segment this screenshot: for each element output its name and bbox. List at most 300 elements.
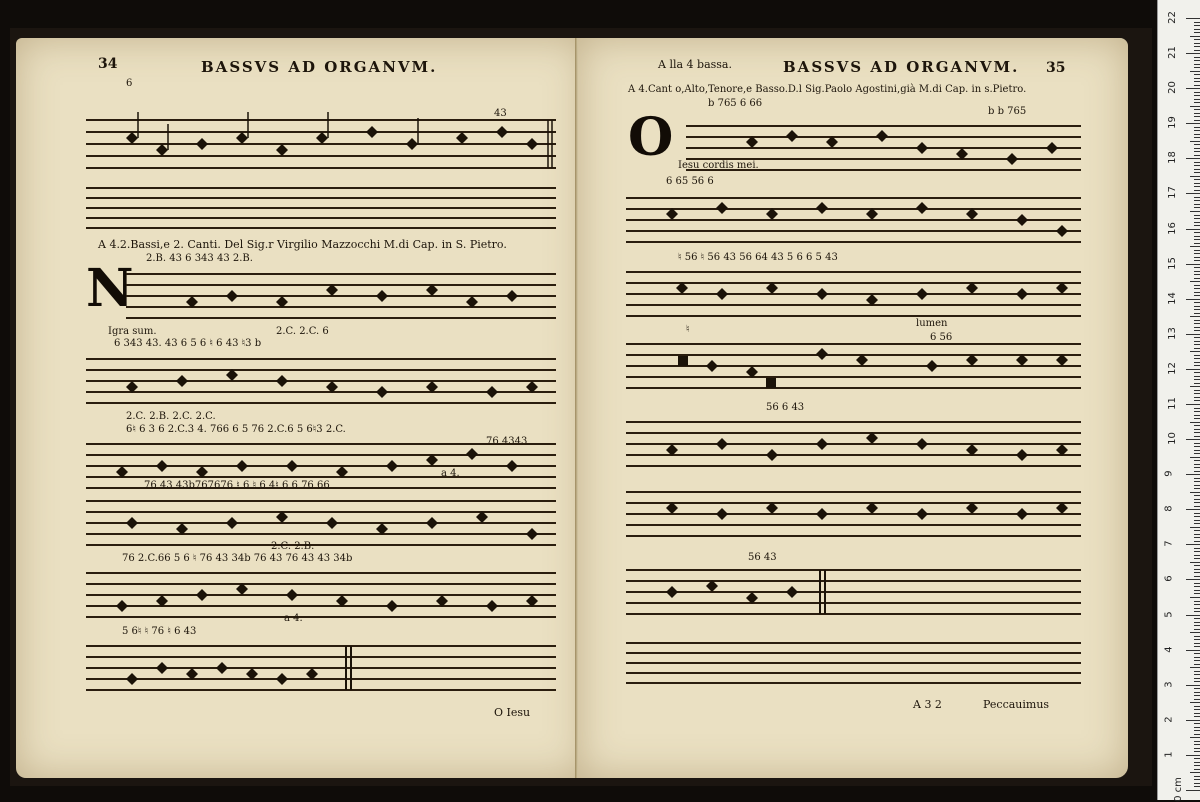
ruler-minor-tick: [1194, 309, 1200, 310]
ruler-minor-tick: [1194, 243, 1200, 244]
music-staff: [126, 266, 556, 326]
ruler-tick: [1186, 158, 1200, 159]
ruler-minor-tick: [1194, 95, 1200, 96]
ruler-minor-tick: [1194, 22, 1200, 23]
ruler-minor-tick: [1194, 327, 1200, 328]
ruler-tick: [1186, 123, 1200, 124]
ruler-label: 19: [1166, 116, 1178, 130]
ruler-minor-tick: [1194, 306, 1200, 307]
ruler-minor-tick: [1194, 32, 1200, 33]
staff-lines-svg: [626, 190, 1081, 250]
ruler-minor-tick: [1194, 418, 1200, 419]
measuring-ruler: [1157, 0, 1200, 800]
ruler-minor-tick: [1194, 622, 1200, 623]
ruler-minor-tick: [1194, 744, 1200, 745]
music-staff: [86, 351, 556, 411]
ruler-minor-tick: [1194, 730, 1200, 731]
empty-staff: [86, 183, 556, 233]
ruler-label: 21: [1166, 46, 1178, 59]
catchword-prefix-right: A 3 2: [913, 698, 942, 711]
ruler-tick: [1186, 755, 1200, 756]
ruler-minor-tick: [1194, 302, 1200, 303]
ruler-minor-tick: [1190, 702, 1200, 703]
ruler-tick: [1186, 299, 1200, 300]
ruler-label: 10: [1166, 432, 1178, 445]
staff-lines-svg: [86, 565, 556, 625]
figure-line: 6 343 43. 43 6 5 6 ♮ 6 43 ♮3 b: [114, 338, 262, 349]
ruler-minor-tick: [1190, 211, 1200, 212]
ruler-minor-tick: [1194, 569, 1200, 570]
music-staff: [86, 638, 556, 698]
ruler-minor-tick: [1194, 523, 1200, 524]
ruler-minor-tick: [1194, 288, 1200, 289]
ruler-minor-tick: [1194, 551, 1200, 552]
ruler-minor-tick: [1194, 239, 1200, 240]
ruler-minor-tick: [1194, 646, 1200, 647]
ruler-minor-tick: [1194, 257, 1200, 258]
staff-lines-svg: [626, 638, 1081, 688]
ruler-minor-tick: [1190, 316, 1200, 317]
ruler-minor-tick: [1194, 113, 1200, 114]
music-staff: [626, 336, 1081, 396]
ruler-minor-tick: [1194, 197, 1200, 198]
ruler-minor-tick: [1194, 432, 1200, 433]
ruler-minor-tick: [1194, 390, 1200, 391]
ruler-label: 6: [1163, 575, 1175, 583]
ruler-minor-tick: [1194, 295, 1200, 296]
ruler-minor-tick: [1194, 671, 1200, 672]
ruler-minor-tick: [1190, 281, 1200, 282]
ruler-minor-tick: [1194, 222, 1200, 223]
ruler-minor-tick: [1194, 611, 1200, 612]
ruler-minor-tick: [1194, 330, 1200, 331]
ruler-minor-tick: [1194, 443, 1200, 444]
ruler-minor-tick: [1194, 393, 1200, 394]
ruler-minor-tick: [1194, 292, 1200, 293]
ruler-minor-tick: [1194, 723, 1200, 724]
ruler-tick: [1186, 439, 1200, 440]
ruler-minor-tick: [1190, 106, 1200, 107]
ruler-minor-tick: [1190, 386, 1200, 387]
ruler-label: 20: [1166, 81, 1178, 95]
ruler-minor-tick: [1194, 190, 1200, 191]
music-staff: [626, 264, 1081, 324]
ruler-minor-tick: [1194, 74, 1200, 75]
music-staff: [626, 414, 1081, 474]
ruler-minor-tick: [1194, 481, 1200, 482]
ruler-minor-tick: [1190, 176, 1200, 177]
ruler-minor-tick: [1194, 116, 1200, 117]
left-page: [16, 38, 586, 778]
ruler-minor-tick: [1194, 78, 1200, 79]
staff-lines-svg: [626, 414, 1081, 474]
music-staff: [86, 493, 556, 553]
ruler-minor-tick: [1194, 200, 1200, 201]
ruler-minor-tick: [1194, 471, 1200, 472]
ruler-minor-tick: [1194, 478, 1200, 479]
ruler-minor-tick: [1194, 379, 1200, 380]
ruler-minor-tick: [1194, 783, 1200, 784]
ruler-minor-tick: [1194, 758, 1200, 759]
ruler-tick: [1186, 720, 1200, 721]
ruler-tick: [1186, 264, 1200, 265]
ruler-label: 13: [1166, 326, 1178, 340]
ruler-tick: [1186, 474, 1200, 475]
ruler-label: 0 cm: [1172, 777, 1184, 802]
figure-line: 76 2.C.66 5 6 ♮ 76 43 34b 76 43 76 43 43 34b: [122, 553, 353, 564]
ruler-minor-tick: [1194, 625, 1200, 626]
ruler-minor-tick: [1194, 506, 1200, 507]
ruler-minor-tick: [1194, 779, 1200, 780]
ruler-minor-tick: [1194, 46, 1200, 47]
figure-line: a 4.: [441, 468, 460, 479]
ruler-tick: [1186, 685, 1200, 686]
ruler-minor-tick: [1194, 172, 1200, 173]
ruler-label: 12: [1166, 362, 1178, 375]
ruler-minor-tick: [1194, 85, 1200, 86]
ruler-minor-tick: [1194, 593, 1200, 594]
ruler-minor-tick: [1194, 183, 1200, 184]
figure-line: b 765 6 66: [708, 98, 763, 109]
incipit-text-left: Igra sum.: [108, 326, 157, 337]
ruler-minor-tick: [1194, 207, 1200, 208]
ruler-label: 17: [1166, 186, 1178, 200]
staff-lines-svg: [626, 484, 1081, 544]
ruler-minor-tick: [1194, 130, 1200, 131]
ruler-minor-tick: [1194, 450, 1200, 451]
ruler-minor-tick: [1194, 548, 1200, 549]
ruler-minor-tick: [1190, 246, 1200, 247]
ruler-minor-tick: [1194, 253, 1200, 254]
ruler-minor-tick: [1194, 695, 1200, 696]
ruler-label: 11: [1166, 397, 1178, 410]
ruler-minor-tick: [1194, 558, 1200, 559]
ruler-minor-tick: [1194, 643, 1200, 644]
ruler-minor-tick: [1194, 341, 1200, 342]
ruler-minor-tick: [1194, 734, 1200, 735]
ruler-minor-tick: [1194, 225, 1200, 226]
ruler-minor-tick: [1194, 365, 1200, 366]
ruler-minor-tick: [1194, 151, 1200, 152]
ruler-minor-tick: [1194, 348, 1200, 349]
ruler-minor-tick: [1194, 639, 1200, 640]
ruler-minor-tick: [1194, 762, 1200, 763]
ruler-label: 2: [1163, 716, 1175, 723]
ruler-minor-tick: [1194, 727, 1200, 728]
ruler-minor-tick: [1194, 572, 1200, 573]
ruler-minor-tick: [1194, 716, 1200, 717]
ruler-minor-tick: [1194, 232, 1200, 233]
figure-line: 5 6♮ ♮ 76 ♮ 6 43: [122, 626, 197, 637]
ruler-minor-tick: [1194, 400, 1200, 401]
ruler-minor-tick: [1194, 81, 1200, 82]
ruler-minor-tick: [1194, 618, 1200, 619]
ruler-minor-tick: [1194, 358, 1200, 359]
staff-lines-svg: [86, 110, 556, 180]
ruler-minor-tick: [1194, 260, 1200, 261]
ruler-label: 5: [1163, 610, 1175, 618]
ruler-minor-tick: [1194, 179, 1200, 180]
piece-caption-right: A 4.Cant o,Alto,Tenore,e Basso.D.l Sig.Paolo Agostini,già M.di Cap. in s.Pietro.: [628, 84, 1027, 95]
ruler-minor-tick: [1194, 664, 1200, 665]
figure-line: 76 4343: [486, 436, 528, 447]
staff-lines-svg: [86, 638, 556, 698]
ruler-label: 22: [1166, 11, 1178, 24]
ruler-minor-tick: [1194, 485, 1200, 486]
ruler-minor-tick: [1194, 586, 1200, 587]
ruler-minor-tick: [1194, 64, 1200, 65]
ruler-minor-tick: [1194, 653, 1200, 654]
figure-line: 2.C. 2.B. 2.C. 2.C.: [126, 411, 216, 422]
ruler-tick: [1186, 229, 1200, 230]
ruler-minor-tick: [1194, 120, 1200, 121]
ruler-minor-tick: [1194, 274, 1200, 275]
ruler-minor-tick: [1194, 699, 1200, 700]
ruler-minor-tick: [1194, 127, 1200, 128]
ruler-minor-tick: [1194, 629, 1200, 630]
ruler-minor-tick: [1194, 250, 1200, 251]
ruler-tick: [1186, 88, 1200, 89]
ruler-minor-tick: [1194, 397, 1200, 398]
music-staff: [626, 484, 1081, 544]
ruler-minor-tick: [1194, 155, 1200, 156]
ruler-minor-tick: [1194, 576, 1200, 577]
ruler-minor-tick: [1194, 362, 1200, 363]
figure-line: 2.B. 43 6 343 43 2.B.: [146, 253, 253, 264]
ruler-minor-tick: [1190, 667, 1200, 668]
figure-line: 43: [494, 108, 507, 119]
ruler-minor-tick: [1194, 601, 1200, 602]
ruler-label: 16: [1166, 221, 1178, 235]
empty-staff: [626, 638, 1081, 688]
figure-line: 76 43 43b767676 ♮ 6 ♮ 6 4♮ 6 6 76 66: [144, 480, 330, 491]
page-number-right: 35: [1046, 60, 1066, 76]
ruler-minor-tick: [1194, 741, 1200, 742]
ruler-label: 15: [1166, 256, 1178, 270]
ruler-minor-tick: [1190, 492, 1200, 493]
staff-lines-svg: [626, 562, 1081, 622]
ruler-minor-tick: [1194, 92, 1200, 93]
ruler-minor-tick: [1194, 186, 1200, 187]
music-staff: [86, 565, 556, 625]
figure-line: 6 56: [930, 332, 953, 343]
ruler-minor-tick: [1194, 165, 1200, 166]
ruler-minor-tick: [1194, 39, 1200, 40]
ruler-label: 3: [1163, 681, 1175, 688]
ruler-minor-tick: [1194, 169, 1200, 170]
staff-lines-svg: [626, 336, 1081, 396]
figure-line: 2.C. 2.C. 6: [276, 326, 329, 337]
ruler-minor-tick: [1194, 674, 1200, 675]
ruler-minor-tick: [1194, 148, 1200, 149]
ruler-minor-tick: [1194, 285, 1200, 286]
staff-lines-svg: [626, 264, 1081, 324]
ruler-minor-tick: [1194, 99, 1200, 100]
ruler-tick: [1186, 650, 1200, 651]
catchword-right: Peccauimus: [983, 698, 1050, 711]
ruler-minor-tick: [1194, 425, 1200, 426]
ruler-minor-tick: [1194, 453, 1200, 454]
staff-lines-svg: [86, 351, 556, 411]
ruler-label: 14: [1166, 291, 1178, 305]
ruler-minor-tick: [1194, 60, 1200, 61]
figure-line: 6: [126, 78, 133, 89]
ruler-minor-tick: [1194, 460, 1200, 461]
figure-line: b b 765: [988, 106, 1027, 117]
ruler-minor-tick: [1194, 278, 1200, 279]
ruler-minor-tick: [1194, 467, 1200, 468]
ruler-minor-tick: [1190, 422, 1200, 423]
figure-line: 2.C. 2.B.: [271, 541, 315, 552]
ruler-tick: [1186, 615, 1200, 616]
ruler-minor-tick: [1194, 513, 1200, 514]
ruler-minor-tick: [1194, 215, 1200, 216]
ruler-minor-tick: [1194, 204, 1200, 205]
music-staff: [626, 190, 1081, 250]
lumen-text: lumen: [916, 318, 948, 329]
ruler-minor-tick: [1194, 786, 1200, 787]
figure-line: ♮ 56 ♮ 56 43 56 64 43 5 6 6 5 43: [678, 252, 838, 263]
ruler-tick: [1186, 790, 1200, 791]
ruler-minor-tick: [1194, 555, 1200, 556]
ruler-minor-tick: [1194, 713, 1200, 714]
ruler-minor-tick: [1194, 102, 1200, 103]
ruler-minor-tick: [1190, 632, 1200, 633]
ruler-minor-tick: [1194, 681, 1200, 682]
ruler-minor-tick: [1194, 383, 1200, 384]
music-staff: [626, 562, 1081, 622]
figure-line: 6 65 56 6: [666, 176, 714, 187]
ruler-minor-tick: [1194, 660, 1200, 661]
ruler-minor-tick: [1194, 537, 1200, 538]
ruler-minor-tick: [1190, 527, 1200, 528]
ruler-minor-tick: [1194, 541, 1200, 542]
ruler-minor-tick: [1190, 141, 1200, 142]
ruler-minor-tick: [1194, 488, 1200, 489]
ruler-minor-tick: [1194, 57, 1200, 58]
ruler-minor-tick: [1194, 376, 1200, 377]
ruler-tick: [1186, 579, 1200, 580]
ruler-minor-tick: [1194, 313, 1200, 314]
ruler-minor-tick: [1190, 351, 1200, 352]
ruler-minor-tick: [1194, 408, 1200, 409]
ruler-tick: [1186, 334, 1200, 335]
ruler-minor-tick: [1194, 692, 1200, 693]
ruler-tick: [1186, 509, 1200, 510]
ruler-label: 1: [1163, 751, 1175, 758]
ruler-minor-tick: [1190, 36, 1200, 37]
ruler-minor-tick: [1194, 769, 1200, 770]
ruler-minor-tick: [1194, 516, 1200, 517]
ruler-label: 7: [1163, 540, 1175, 548]
ruler-label: 9: [1163, 470, 1175, 477]
ruler-minor-tick: [1194, 267, 1200, 268]
ruler-minor-tick: [1194, 415, 1200, 416]
ruler-minor-tick: [1194, 25, 1200, 26]
ruler-tick: [1186, 18, 1200, 19]
ruler-minor-tick: [1194, 776, 1200, 777]
ruler-tick: [1186, 369, 1200, 370]
ruler-minor-tick: [1194, 236, 1200, 237]
incipit-text-right: Iesu cordis mei.: [678, 160, 759, 171]
ruler-minor-tick: [1194, 464, 1200, 465]
ruler-label: 8: [1163, 505, 1175, 512]
ruler-minor-tick: [1194, 355, 1200, 356]
ruler-minor-tick: [1194, 337, 1200, 338]
ruler-tick: [1186, 53, 1200, 54]
initial-letter-left: N: [86, 258, 134, 319]
ruler-minor-tick: [1194, 748, 1200, 749]
ruler-minor-tick: [1194, 502, 1200, 503]
ruler-minor-tick: [1194, 530, 1200, 531]
staff-lines-svg: [86, 493, 556, 553]
ruler-minor-tick: [1194, 137, 1200, 138]
page-number-left: 34: [98, 56, 118, 72]
figure-line: a 4.: [284, 613, 303, 624]
ruler-minor-tick: [1194, 706, 1200, 707]
ruler-minor-tick: [1190, 71, 1200, 72]
ruler-minor-tick: [1194, 144, 1200, 145]
ruler-minor-tick: [1194, 271, 1200, 272]
ruler-minor-tick: [1194, 709, 1200, 710]
ruler-minor-tick: [1194, 411, 1200, 412]
ruler-minor-tick: [1194, 372, 1200, 373]
ruler-minor-tick: [1190, 597, 1200, 598]
figure-line: 6♮ 6 3 6 2.C.3 4. 766 6 5 76 2.C.6 5 6♮3 2.C.: [126, 424, 346, 435]
ruler-minor-tick: [1194, 678, 1200, 679]
figure-line: 56 43: [748, 552, 777, 563]
ruler-minor-tick: [1194, 320, 1200, 321]
ruler-minor-tick: [1190, 457, 1200, 458]
figure-line: ♮: [686, 324, 690, 335]
ruler-minor-tick: [1194, 344, 1200, 345]
ruler-label: 4: [1163, 645, 1175, 653]
initial-letter-right: O: [628, 107, 674, 168]
page-title-left: BASSVS AD ORGANVM.: [201, 58, 438, 76]
ruler-minor-tick: [1194, 499, 1200, 500]
ruler-minor-tick: [1194, 109, 1200, 110]
staff-lines-svg: [86, 183, 556, 233]
ruler-minor-tick: [1194, 608, 1200, 609]
ruler-minor-tick: [1194, 636, 1200, 637]
ruler-minor-tick: [1194, 751, 1200, 752]
ruler-minor-tick: [1190, 562, 1200, 563]
ruler-minor-tick: [1194, 604, 1200, 605]
ruler-minor-tick: [1194, 657, 1200, 658]
ruler-minor-tick: [1194, 429, 1200, 430]
ruler-minor-tick: [1194, 688, 1200, 689]
ruler-minor-tick: [1190, 737, 1200, 738]
ruler-minor-tick: [1194, 43, 1200, 44]
ruler-tick: [1186, 193, 1200, 194]
ruler-minor-tick: [1194, 765, 1200, 766]
music-staff: [86, 110, 556, 180]
ruler-minor-tick: [1194, 323, 1200, 324]
ruler-minor-tick: [1194, 520, 1200, 521]
ruler-minor-tick: [1194, 50, 1200, 51]
ruler-minor-tick: [1194, 534, 1200, 535]
figure-line: 56 6 43: [766, 402, 805, 413]
ruler-minor-tick: [1194, 565, 1200, 566]
ruler-tick: [1186, 544, 1200, 545]
ruler-label: 18: [1166, 151, 1178, 165]
staff-lines-svg: [126, 266, 556, 326]
ruler-tick: [1186, 404, 1200, 405]
header-note-right: A lla 4 bassa.: [658, 58, 732, 71]
ruler-minor-tick: [1194, 67, 1200, 68]
ruler-minor-tick: [1194, 590, 1200, 591]
page-title-right: BASSVS AD ORGANVM.: [783, 58, 1020, 76]
